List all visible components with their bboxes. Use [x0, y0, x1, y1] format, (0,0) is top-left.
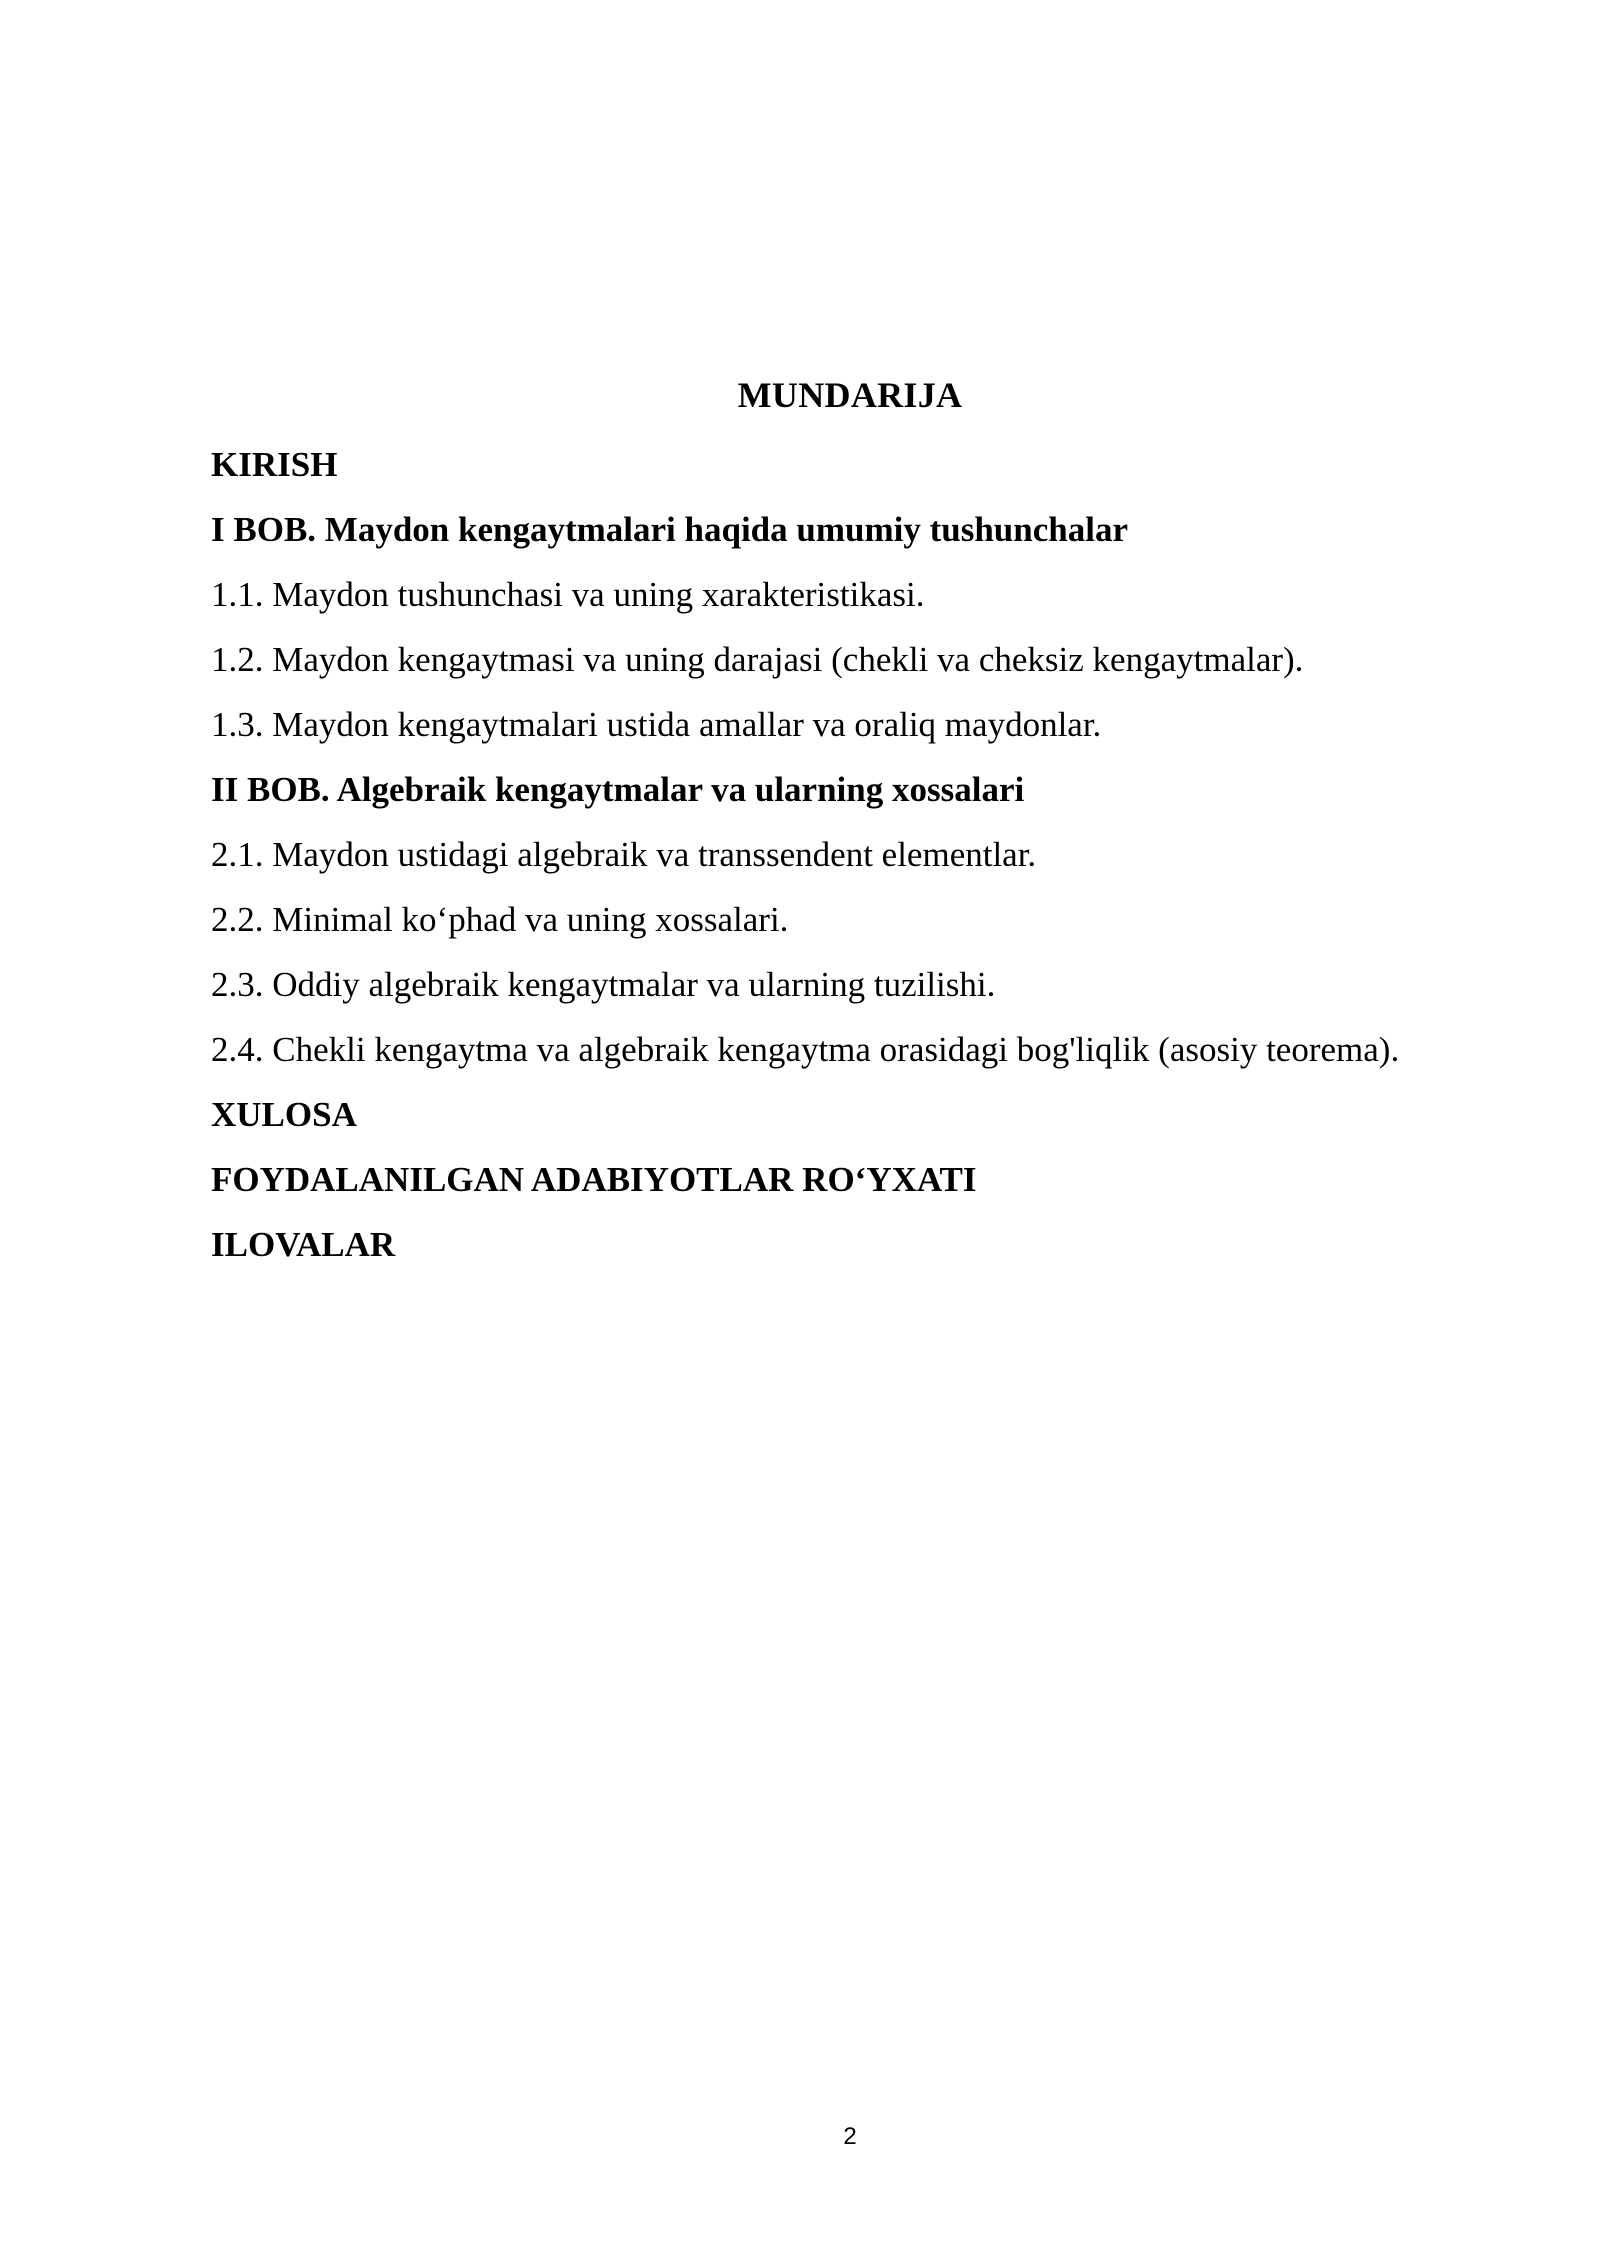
toc-entry-references: FOYDALANILGAN ADABIYOTLAR RO‘YXATI: [211, 1160, 977, 1199]
toc-entry-chapter-1: I BOB. Maydon kengaytmalari haqida umumiy tushunchalar: [211, 510, 1128, 549]
page-number: 2: [843, 2123, 857, 2150]
toc-entry-introduction: KIRISH: [211, 445, 338, 484]
toc-entry-conclusion: XULOSA: [211, 1095, 357, 1134]
toc-entry-appendices: ILOVALAR: [211, 1225, 396, 1264]
toc-title: MUNDARIJA: [737, 375, 963, 415]
table-of-contents: [211, 432, 1486, 1277]
toc-entry-section-2-1: 2.1. Maydon ustidagi algebraik va transsendent elementlar.: [211, 835, 1037, 874]
toc-entry-section-2-3: 2.3. Oddiy algebraik kengaytmalar va ularning tuzilishi.: [211, 965, 996, 1004]
toc-entry-section-1-1: 1.1. Maydon tushunchasi va uning xarakteristikasi.: [211, 575, 925, 614]
toc-entry-section-2-4: 2.4. Chekli kengaytma va algebraik kengaytma orasidagi bog'liqlik (asosiy teorema).: [211, 1030, 1400, 1069]
toc-entry-section-1-2: 1.2. Maydon kengaytmasi va uning darajasi (chekli va cheksiz kengaytmalar).: [211, 640, 1304, 679]
toc-entry-section-2-2: 2.2. Minimal ko‘phad va uning xossalari.: [211, 900, 789, 939]
toc-entry-chapter-2: II BOB. Algebraik kengaytmalar va ularning xossalari: [211, 770, 1025, 809]
toc-entry-section-1-3: 1.3. Maydon kengaytmalari ustida amallar va oraliq maydonlar.: [211, 705, 1102, 744]
